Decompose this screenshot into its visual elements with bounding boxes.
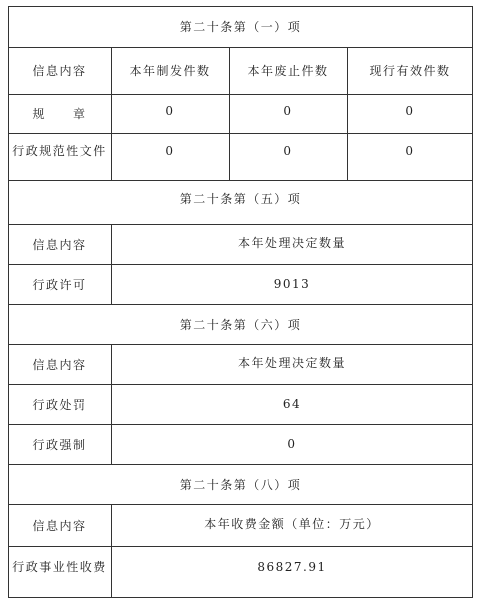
row-label-regulations: 规 章: [32, 107, 87, 121]
header-info-content: 信息内容: [32, 64, 87, 78]
row-label-admin-license: 行政许可: [32, 277, 87, 292]
value-regulations-repealed: 0: [283, 103, 293, 118]
section-title-20-8: 第二十条第（八）项: [179, 477, 302, 492]
header-info-content: 信息内容: [32, 237, 87, 252]
value-regulations-issued: 0: [165, 103, 175, 118]
value-admin-fees: 86827.91: [257, 560, 327, 574]
row-label-admin-penalty: 行政处罚: [32, 397, 87, 412]
section-title-20-5: 第二十条第（五）项: [179, 191, 302, 206]
value-admin-penalty: 64: [282, 397, 302, 411]
header-info-content: 信息内容: [32, 357, 87, 372]
header-fee-amount: 本年收费金额（单位：万元）: [204, 516, 380, 531]
header-issued: 本年制发件数: [129, 64, 211, 78]
value-admin-license: 9013: [273, 277, 311, 291]
header-decisions-count: 本年处理决定数量: [237, 235, 346, 250]
section-title-20-6: 第二十条第（六）项: [179, 317, 302, 332]
header-in-force: 现行有效件数: [369, 64, 451, 78]
header-info-content: 信息内容: [32, 518, 87, 533]
value-normative-issued: 0: [165, 143, 175, 158]
section-title-20-1: 第二十条第（一）项: [179, 20, 302, 34]
value-normative-in-force: 0: [405, 143, 415, 158]
value-regulations-in-force: 0: [405, 103, 415, 118]
value-admin-enforcement: 0: [287, 437, 297, 451]
header-repealed: 本年废止件数: [247, 64, 329, 78]
header-decisions-count: 本年处理决定数量: [237, 355, 346, 370]
row-label-normative-docs: 行政规范性文件: [12, 144, 107, 158]
value-normative-repealed: 0: [283, 143, 293, 158]
row-label-admin-enforcement: 行政强制: [32, 437, 87, 452]
row-label-admin-fees: 行政事业性收费: [12, 559, 107, 574]
